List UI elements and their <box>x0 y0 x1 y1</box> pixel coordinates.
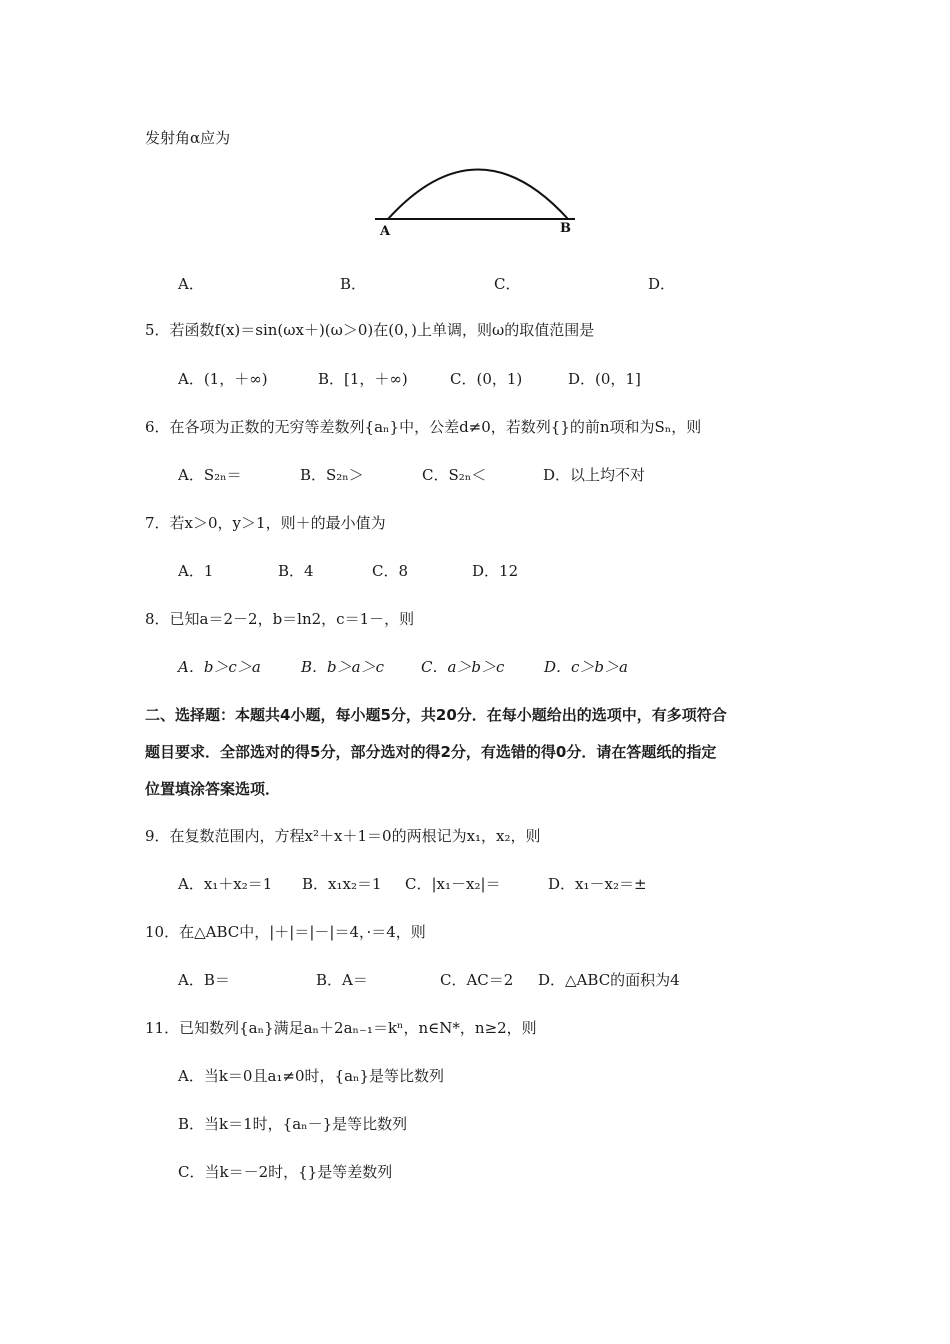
q4-option-b: B． <box>340 275 367 293</box>
q10-option-b: B．A＝ <box>316 971 368 989</box>
q7-option-a: A．1 <box>178 562 214 580</box>
q9-option-c: C．|x₁－x₂|＝ <box>405 875 501 893</box>
q5-option-d: D．(0，1] <box>568 370 641 388</box>
q4-option-c: C． <box>494 275 521 293</box>
q9-stem: 9．在复数范围内，方程x²＋x＋1＝0的两根记为x₁，x₂，则 <box>145 827 541 845</box>
q6-option-d: D．以上均不对 <box>543 466 646 484</box>
q11-option-a: A．当k＝0且a₁≠0时，{aₙ}是等比数列 <box>178 1067 445 1085</box>
q8-option-b: B．b＞a＞c <box>301 658 384 676</box>
arc-path <box>388 170 568 220</box>
point-a-label: A <box>380 224 391 239</box>
q6-option-a: A．S₂ₙ＝ <box>178 466 242 484</box>
projectile-arc-figure <box>370 165 580 240</box>
q6-stem: 6．在各项为正数的无穷等差数列{aₙ}中，公差d≠0，若数列{}的前n项和为Sₙ，则 <box>145 418 702 436</box>
q5-option-a: A．(1，＋∞) <box>178 370 268 388</box>
q5-option-b: B．[1，＋∞) <box>318 370 408 388</box>
q8-option-c: C．a＞b＞c <box>421 658 505 676</box>
section2-header-line2: 题目要求．全部选对的得5分，部分选对的得2分，有选错的得0分．请在答题纸的指定 <box>145 743 717 761</box>
q6-option-c: C．S₂ₙ＜ <box>422 466 487 484</box>
q11-option-b: B．当k＝1时，{aₙ－}是等比数列 <box>178 1115 408 1133</box>
q5-option-c: C．(0，1) <box>450 370 523 388</box>
q4-option-a: A． <box>178 275 204 293</box>
q7-stem: 7．若x＞0，y＞1，则＋的最小值为 <box>145 514 386 532</box>
section2-header-line1: 二、选择题：本题共4小题，每小题5分，共20分．在每小题给出的选项中，有多项符合 <box>145 706 727 724</box>
q10-stem: 10．在△ABC中，|＋|＝|－|＝4，·＝4，则 <box>145 923 426 941</box>
q10-option-c: C．AC＝2 <box>440 971 514 989</box>
q8-option-d: D．c＞b＞a <box>544 658 628 676</box>
q11-stem: 11．已知数列{aₙ}满足aₙ＋2aₙ₋₁＝kⁿ，n∈N*，n≥2，则 <box>145 1019 537 1037</box>
point-b-label: B <box>560 221 571 236</box>
q7-option-b: B．4 <box>278 562 314 580</box>
q8-stem: 8．已知a＝2－2，b＝ln2，c＝1－，则 <box>145 610 415 628</box>
q9-option-a: A．x₁＋x₂＝1 <box>178 875 273 893</box>
q8-option-a: A．b＞c＞a <box>178 658 261 676</box>
q4-option-d: D． <box>648 275 676 293</box>
q11-option-c: C．当k＝－2时，{}是等差数列 <box>178 1163 393 1181</box>
q10-option-a: A．B＝ <box>178 971 230 989</box>
q10-option-d: D．△ABC的面积为4 <box>538 971 680 989</box>
q9-option-b: B．x₁x₂＝1 <box>302 875 382 893</box>
q4-stem-tail: 发射角α应为 <box>145 129 231 147</box>
q7-option-d: D．12 <box>472 562 519 580</box>
q5-stem: 5．若函数f(x)＝sin(ωx＋)(ω＞0)在(0，)上单调，则ω的取值范围是 <box>145 321 595 339</box>
q9-option-d: D．x₁－x₂＝± <box>548 875 647 893</box>
section2-header-line3: 位置填涂答案选项． <box>145 780 281 798</box>
q6-option-b: B．S₂ₙ＞ <box>300 466 364 484</box>
q7-option-c: C．8 <box>372 562 409 580</box>
